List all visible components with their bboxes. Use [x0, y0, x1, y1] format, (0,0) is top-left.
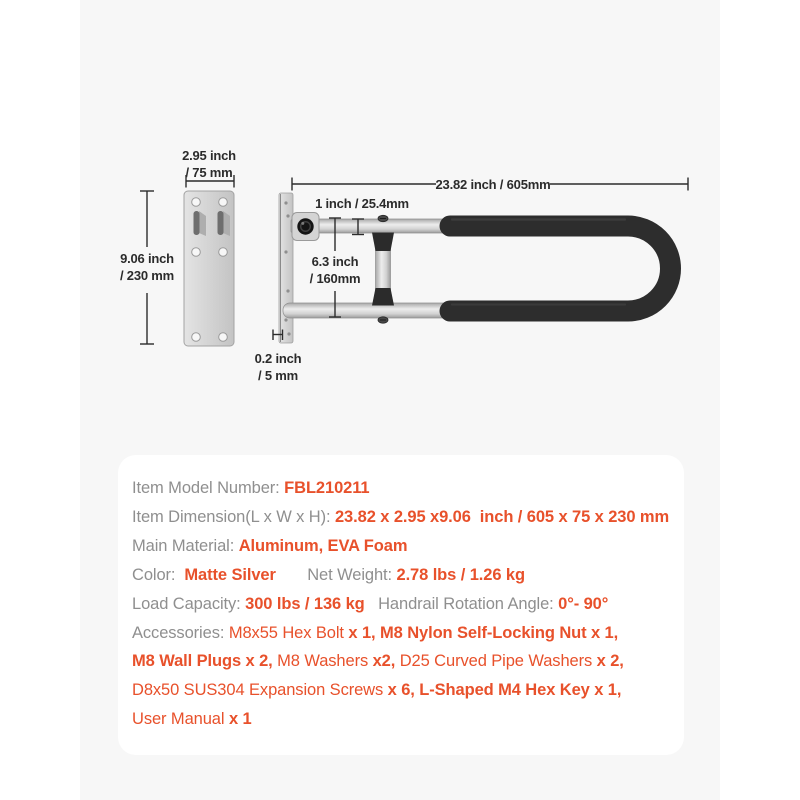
dim-text: 6.3 inch [311, 254, 359, 269]
plate-hole [192, 333, 201, 342]
spec-segment: x 1, [591, 623, 619, 642]
spec-card [118, 455, 684, 755]
dim-text: / 230 mm [119, 268, 175, 284]
spec-segment: x 1, [594, 681, 622, 700]
spec-segment: M8x55 Hex Bolt [228, 623, 349, 642]
plate-hole [219, 333, 228, 342]
spec-segment: 300 lbs / 136 kg [245, 594, 365, 613]
dim-label-plate-thickness [228, 350, 328, 384]
spec-segment: Item Dimension(L x W x H): [132, 507, 335, 526]
spec-segment: 2.78 lbs / 1.26 kg [396, 565, 525, 584]
dim-label-plate-height [87, 250, 207, 284]
spec-segment: Aluminum, EVA Foam [238, 536, 408, 555]
spec-segment: x 2, [245, 652, 273, 671]
spec-segment: User Manual [132, 710, 229, 729]
dim-text: 0.2 inch [254, 351, 302, 366]
spec-segment: x 2, [596, 652, 624, 671]
spec-segment: Accessories: [132, 623, 229, 642]
dim-text: / 75 mm [185, 165, 233, 181]
spec-segment: 23.82 x 2.95 x9.06 inch / 605 x 75 x 230 mm [334, 507, 670, 526]
hinge-bolt [297, 218, 313, 234]
dim-text: 9.06 inch [120, 251, 174, 266]
support-clamp-bottom [372, 288, 394, 306]
dim-text: / 5 mm [258, 368, 298, 384]
spec-segment [276, 566, 307, 584]
spec-segment: M8 Washers [277, 652, 373, 671]
spec-segment: Color: [132, 565, 185, 584]
spec-segment: Matte Silver [184, 565, 276, 584]
dim-label-handle-gap [285, 253, 385, 287]
spec-segment [365, 595, 378, 613]
spec-segment: Item Model Number: [132, 479, 285, 497]
dim-text: 1 inch / 25.4mm [315, 196, 409, 211]
spec-segment: x2, [372, 652, 396, 671]
spec-segment: 0°- 90° [558, 594, 609, 613]
plate-hole [219, 198, 228, 207]
spec-row [132, 474, 674, 503]
spec-row [132, 619, 674, 648]
spec-segment: Load Capacity: [132, 594, 246, 613]
spec-segment: D8x50 SUS304 Expansion Screws [132, 681, 388, 700]
spec-row [132, 647, 674, 676]
bottom-tube [283, 303, 451, 318]
spec-segment: M8 Nylon Self-Locking Nut [380, 623, 591, 642]
spec-segment: x 1, [348, 623, 376, 642]
spec-segment: D25 Curved Pipe Washers [399, 652, 597, 671]
spec-row [132, 590, 674, 619]
dim-text: / 160mm [309, 271, 361, 287]
spec-segment: L-Shaped M4 Hex Key [419, 681, 595, 700]
spec-segment: Main Material: [132, 536, 239, 555]
dim-label-total-length [413, 176, 573, 193]
plate-hole [219, 248, 228, 257]
plate-slot [194, 211, 200, 235]
dim-text: 23.82 inch / 605mm [435, 177, 551, 192]
grab-bar-grip [450, 226, 671, 311]
spec-row [132, 503, 674, 532]
spec-row [132, 561, 674, 590]
spec-row [132, 676, 674, 705]
dim-label-tube-diameter [296, 195, 428, 212]
spec-rows [132, 474, 674, 734]
plate-hole [192, 198, 201, 207]
spec-segment: Net Weight: [307, 565, 397, 584]
spec-row [132, 705, 674, 734]
plate-slot [218, 211, 224, 235]
spec-segment: FBL210211 [284, 479, 370, 497]
dim-text: 2.95 inch [182, 148, 236, 163]
spec-segment: x 1 [228, 710, 252, 729]
support-clamp-top [372, 233, 394, 252]
spec-segment: M8 Wall Plugs [132, 652, 246, 671]
spec-segment: Handrail Rotation Angle: [378, 594, 559, 613]
spec-row [132, 532, 674, 561]
spec-segment: x 6, [387, 681, 415, 700]
dim-label-plate-width [159, 147, 259, 181]
